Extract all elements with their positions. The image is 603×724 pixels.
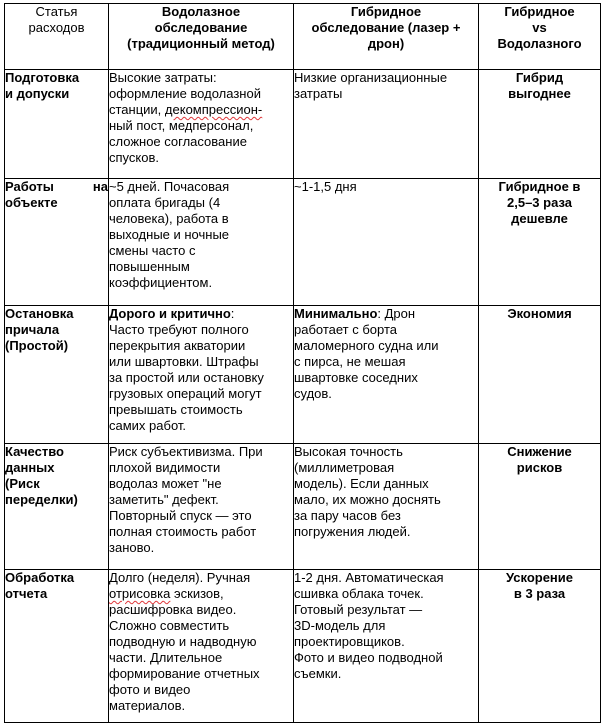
verdict-cell: Экономия	[479, 306, 601, 444]
verdict-cell: Снижение рисков	[479, 444, 601, 570]
spellcheck-word: декомпрессион-	[164, 102, 263, 117]
table-header-row	[5, 4, 601, 70]
hybrid-cell: Низкие организационные затраты	[294, 70, 479, 179]
diver-cell: Риск субъективизма. При плохой видимости водолаз может "не заметить" дефект. Повторный спуск — это полная стоимость работ заново.	[109, 444, 294, 570]
header-hybrid-survey: Гибридное обследование (лазер + дрон)	[294, 4, 479, 70]
table-row	[5, 444, 601, 570]
row-label: Обработка отчета	[5, 570, 109, 723]
verdict-cell: Гибридное в 2,5–3 раза дешевле	[479, 179, 601, 306]
header-cost-item: Статья расходов	[5, 4, 109, 70]
hybrid-cell: 1-2 дня. Автоматическая сшивка облака точек. Готовый результат — 3D-модель для проектировщиков. Фото и видео подводной съемки.	[294, 570, 479, 723]
table-row	[5, 179, 601, 306]
hybrid-cell: Минимально: Дрон работает с борта маломерного судна или с пирса, не мешая швартовке соседних судов.	[294, 306, 479, 444]
row-label: Остановка причала (Простой)	[5, 306, 109, 444]
verdict-cell: Гибрид выгоднее	[479, 70, 601, 179]
verdict-cell: Ускорение в 3 раза	[479, 570, 601, 723]
row-label: Работы на объекте	[5, 179, 109, 306]
hybrid-cell: ~1-1,5 дня	[294, 179, 479, 306]
row-label: Подготовка и допуски	[5, 70, 109, 179]
diver-cell: Высокие затраты: оформление водолазной станции, декомпрессион- ный пост, медперсонал, сложное согласование спусков.	[109, 70, 294, 179]
diver-cell: ~5 дней. Почасовая оплата бригады (4 человека), работа в выходные и ночные смены часто с повышенным коэффициентом.	[109, 179, 294, 306]
cost-comparison-table	[4, 3, 601, 723]
header-comparison: Гибридное vs Водолазного	[479, 4, 601, 70]
diver-cell: Долго (неделя). Ручная отрисовка эскизов, расшифровка видео. Сложно совместить подводную и надводную части. Длительное формирование отчетных фото и видео материалов.	[109, 570, 294, 723]
row-label: Качество данных (Риск переделки)	[5, 444, 109, 570]
header-diver-survey: Водолазное обследование (традиционный метод)	[109, 4, 294, 70]
hybrid-cell: Высокая точность (миллиметровая модель). Если данных мало, их можно доснять за пару часов без погружения людей.	[294, 444, 479, 570]
diver-cell: Дорого и критично: Часто требуют полного перекрытия акватории или швартовки. Штрафы за простой или остановку грузовых операций могут превышать стоимость самих работ.	[109, 306, 294, 444]
table-row	[5, 70, 601, 179]
table-row	[5, 570, 601, 723]
spellcheck-word: отрисовка	[109, 586, 171, 601]
table-row	[5, 306, 601, 444]
